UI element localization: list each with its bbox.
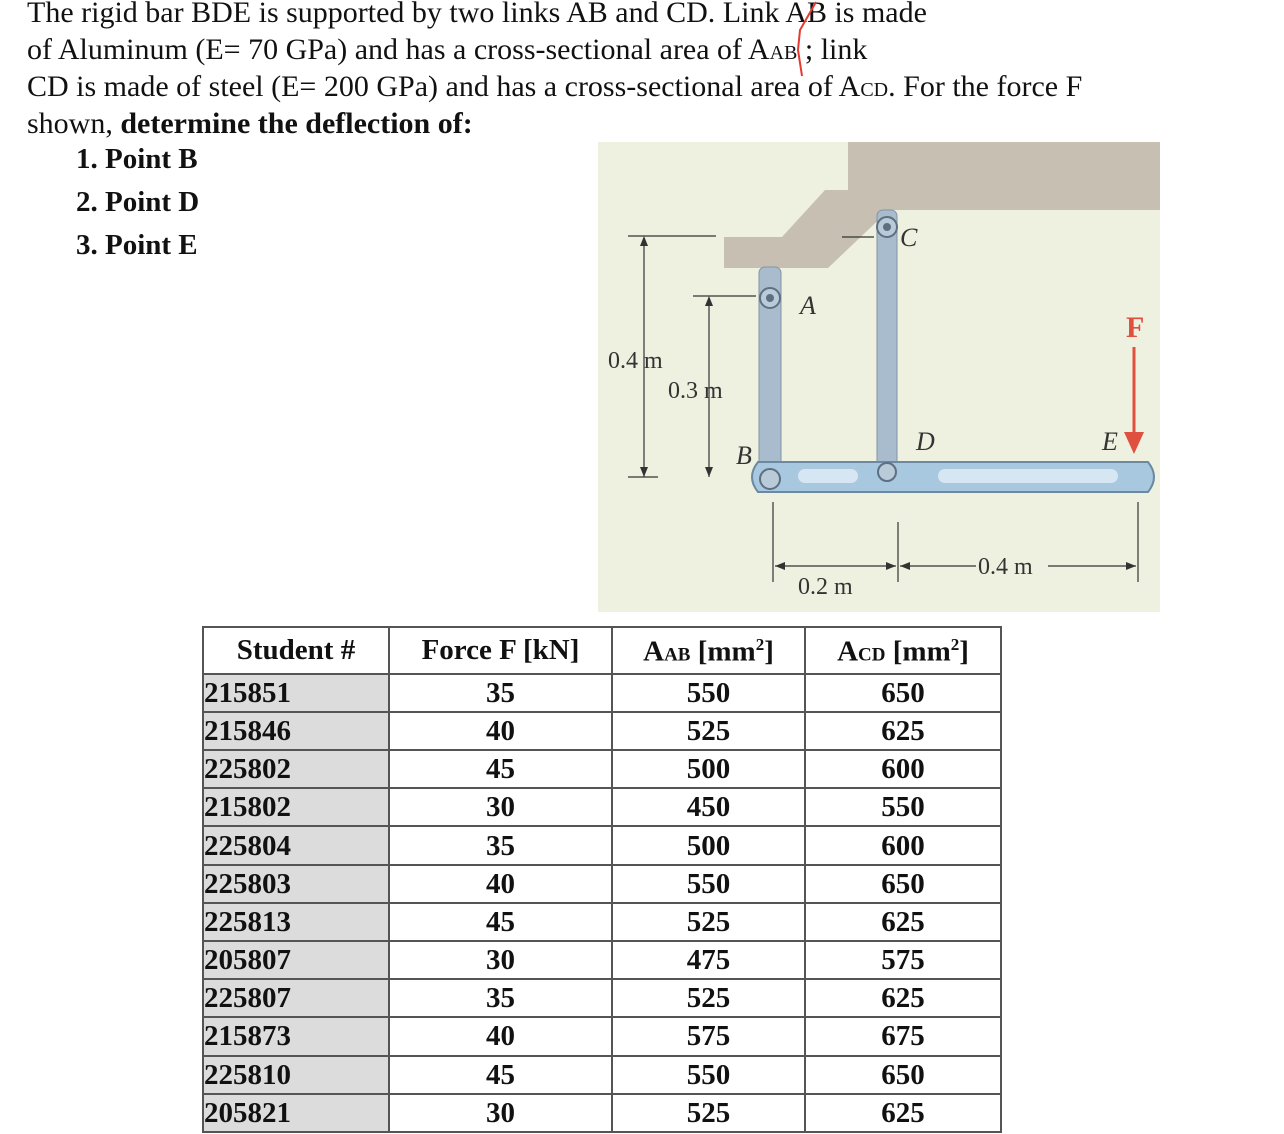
cell-student: 215873 <box>203 1017 389 1055</box>
header-aab: AAB $[mm^2]$ <box>612 627 805 674</box>
cell-acd: 650 <box>805 865 1001 903</box>
cell-acd: 650 <box>805 674 1001 712</box>
table-row <box>203 941 1001 979</box>
cell-aab: 450 <box>612 788 805 826</box>
table-row <box>203 903 1001 941</box>
cell-force: 40 <box>389 865 612 903</box>
red-pen-mark <box>760 0 820 80</box>
label-f: F <box>1126 311 1145 344</box>
table-row <box>203 1094 1001 1132</box>
cell-acd: 625 <box>805 979 1001 1017</box>
table-row <box>203 979 1001 1017</box>
cell-force: 45 <box>389 1056 612 1094</box>
label-d: D <box>916 427 935 456</box>
cell-acd: 600 <box>805 826 1001 864</box>
cell-force: 35 <box>389 674 612 712</box>
cell-force: 30 <box>389 1094 612 1132</box>
student-data-table <box>202 626 1002 1133</box>
header-student: Student # <box>203 627 389 674</box>
cell-acd: 600 <box>805 750 1001 788</box>
bar-slot-2 <box>938 469 1118 483</box>
cell-acd: 550 <box>805 788 1001 826</box>
cell-student: 225803 <box>203 865 389 903</box>
cell-aab: 550 <box>612 1056 805 1094</box>
cell-aab: 525 <box>612 1094 805 1132</box>
table-row <box>203 865 1001 903</box>
problem-line-3: CD is made of steel (E= 200 GPa) and has a cross-sectional area of ACD. For the force F <box>27 70 1083 103</box>
cell-force: 45 <box>389 903 612 941</box>
label-c: C <box>900 223 918 252</box>
cell-student: 205821 <box>203 1094 389 1132</box>
label-dim-04-left: 0.4 m <box>608 348 663 374</box>
cell-student: 225807 <box>203 979 389 1017</box>
cell-aab: 500 <box>612 750 805 788</box>
cell-force: 45 <box>389 750 612 788</box>
cell-student: 215851 <box>203 674 389 712</box>
problem-line-4: shown, determine the deflection of: <box>27 107 473 140</box>
link-cd <box>877 210 897 468</box>
cell-acd: 625 <box>805 1094 1001 1132</box>
pin-d <box>878 463 896 481</box>
question-item-3: 3. Point E <box>76 229 198 261</box>
cell-student: 215802 <box>203 788 389 826</box>
cell-aab: 525 <box>612 712 805 750</box>
problem-line-2: of Aluminum (E= 70 GPa) and has a cross-sectional area of AAB ; link <box>27 33 868 66</box>
question-item-1: 1. Point B <box>76 143 198 175</box>
cell-student: 225810 <box>203 1056 389 1094</box>
cell-aab: 500 <box>612 826 805 864</box>
label-b: B <box>736 441 752 470</box>
cell-aab: 550 <box>612 674 805 712</box>
cell-aab: 525 <box>612 979 805 1017</box>
cell-aab: 525 <box>612 903 805 941</box>
label-dim-03: 0.3 m <box>668 378 723 404</box>
cell-student: 225802 <box>203 750 389 788</box>
cell-force: 30 <box>389 788 612 826</box>
cell-student: 205807 <box>203 941 389 979</box>
table-header-row <box>203 627 1001 674</box>
table-row <box>203 1056 1001 1094</box>
cell-acd: 575 <box>805 941 1001 979</box>
cell-student: 225804 <box>203 826 389 864</box>
table-row <box>203 712 1001 750</box>
label-a: A <box>800 291 816 320</box>
cell-force: 40 <box>389 1017 612 1055</box>
header-force: Force F [kN] <box>389 627 612 674</box>
table-row <box>203 674 1001 712</box>
pin-c-center <box>883 223 891 231</box>
cell-acd: 625 <box>805 903 1001 941</box>
label-dim-02: 0.2 m <box>798 574 853 600</box>
pin-b <box>760 469 780 489</box>
label-dim-04-bottom: 0.4 m <box>978 554 1033 580</box>
table-row <box>203 1017 1001 1055</box>
cell-force: 35 <box>389 979 612 1017</box>
table-row <box>203 788 1001 826</box>
cell-student: 215846 <box>203 712 389 750</box>
cell-acd: 650 <box>805 1056 1001 1094</box>
header-acd: ACD $[mm^2]$ <box>805 627 1001 674</box>
cell-acd: 675 <box>805 1017 1001 1055</box>
label-e: E <box>1102 427 1118 456</box>
cell-acd: 625 <box>805 712 1001 750</box>
cell-force: 40 <box>389 712 612 750</box>
cell-aab: 475 <box>612 941 805 979</box>
cell-aab: 575 <box>612 1017 805 1055</box>
mechanism-figure <box>598 142 1160 612</box>
cell-student: 225813 <box>203 903 389 941</box>
pin-a-center <box>766 294 774 302</box>
table-row <box>203 826 1001 864</box>
cell-force: 30 <box>389 941 612 979</box>
cell-aab: 550 <box>612 865 805 903</box>
bar-slot-1 <box>798 469 858 483</box>
problem-line-1: The rigid bar BDE is supported by two links AB and CD. Link AB is made <box>27 0 927 29</box>
cell-force: 35 <box>389 826 612 864</box>
question-item-2: 2. Point D <box>76 186 200 218</box>
table-row <box>203 750 1001 788</box>
